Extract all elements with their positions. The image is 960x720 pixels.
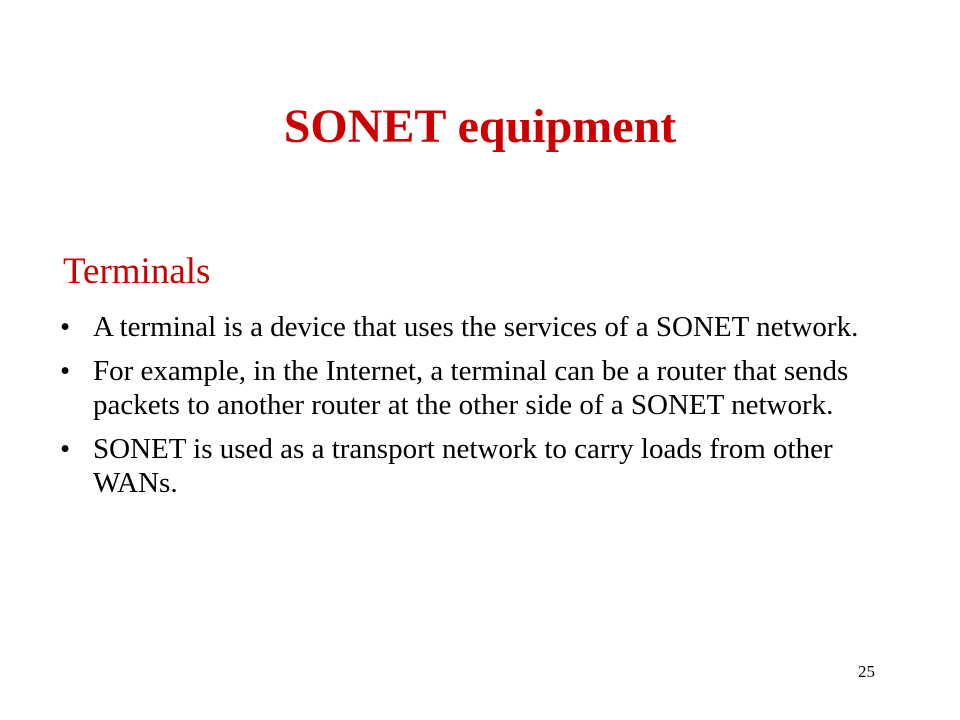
bullet-marker: • [60, 355, 71, 387]
page-number: 25 [858, 662, 875, 681]
bullet-item [60, 354, 920, 422]
section-heading: Terminals [63, 251, 211, 292]
bullet-text: A terminal is a device that uses the services of a SONET network. [93, 311, 859, 343]
bullet-item [60, 432, 920, 500]
bullet-text: SONET is used as a transport network to carry loads from other WANs. [93, 433, 833, 499]
slide-title: SONET equipment [283, 100, 677, 153]
bullet-list [60, 310, 920, 510]
bullet-marker: • [60, 433, 71, 465]
bullet-text: For example, in the Internet, a terminal can be a router that sends packets to another router at the other side of a SONET network. [93, 355, 849, 421]
bullet-marker: • [60, 311, 71, 343]
bullet-item [60, 310, 920, 344]
